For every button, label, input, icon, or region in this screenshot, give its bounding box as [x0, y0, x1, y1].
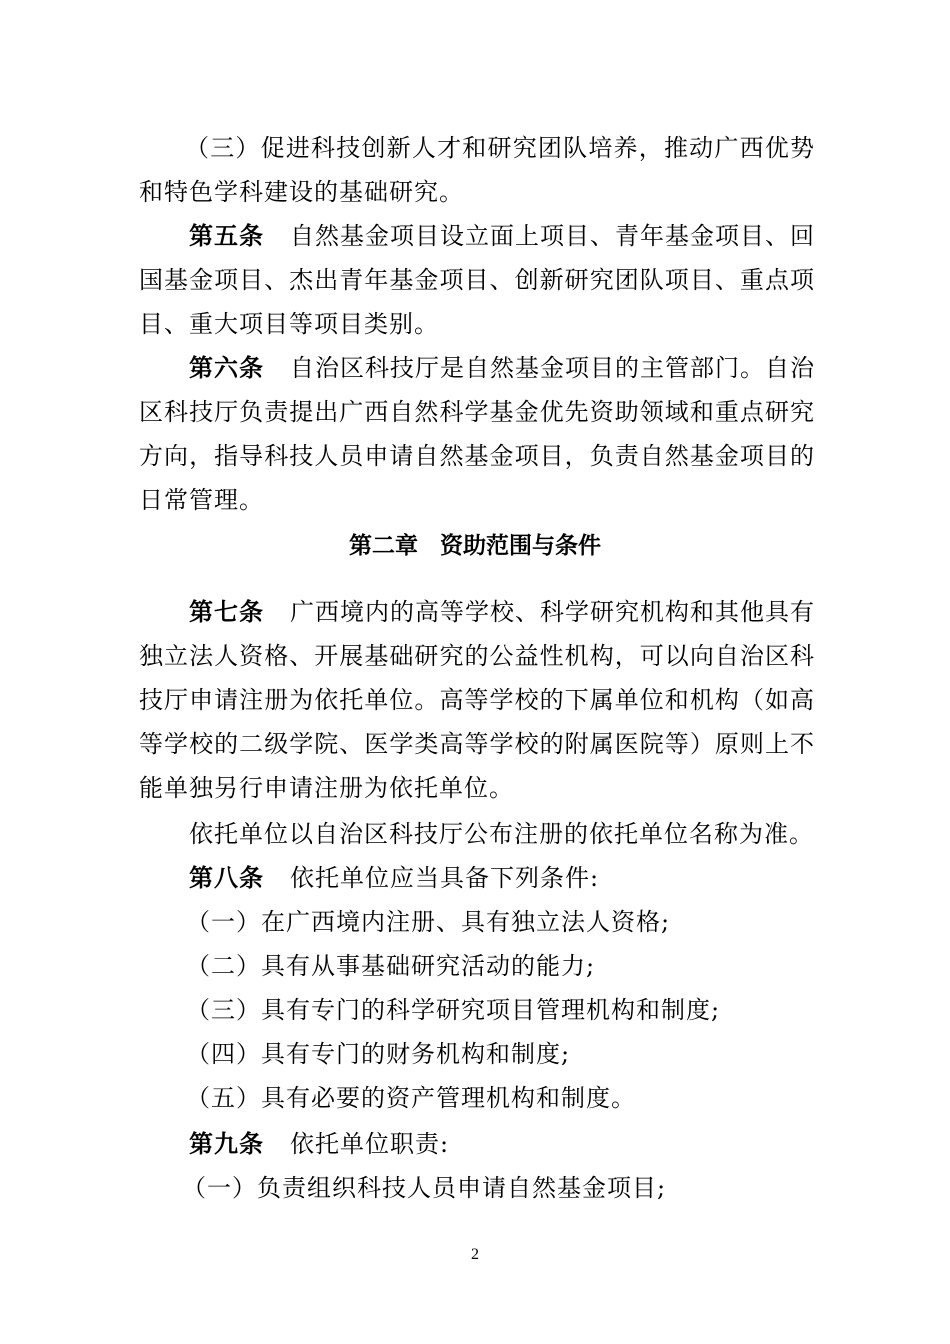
article-text: 广西境内的高等学校、科学研究机构和其他具有独立法人资格、开展基础研究的公益性机构，可以向自治区科技厅申请注册为依托单位。高等学校的下属单位和机构（如高等学校的二级学院、医学类高等学校的附属医院等）原则上不能单独另行申请注册为依托单位。	[139, 598, 815, 802]
chapter-heading	[0, 526, 950, 566]
article-text: 依托单位职责:	[290, 1130, 450, 1158]
list-item-text: （三）具有专门的科学研究项目管理机构和制度;	[186, 996, 721, 1024]
article-text: 自治区科技厅是自然基金项目的主管部门。自治区科技厅负责提出广西自然科学基金优先资助领域和重点研究方向，指导科技人员申请自然基金项目，负责自然基金项目的日常管理。	[139, 354, 815, 514]
article-6	[139, 346, 815, 522]
article-text: 依托单位应当具备下列条件:	[290, 864, 600, 892]
article-9	[139, 1122, 815, 1166]
list-item	[186, 944, 862, 988]
list-item	[186, 1032, 862, 1076]
article-title: 第八条	[189, 863, 264, 892]
article-title: 第九条	[189, 1129, 264, 1158]
list-item	[182, 1166, 858, 1210]
chapter-number: 第二章	[349, 533, 418, 559]
list-item-text: （五）具有必要的资产管理机构和制度。	[186, 1084, 636, 1112]
paragraph-text: （三）促进科技创新人才和研究团队培养，推动广西优势和特色学科建设的基础研究。	[139, 134, 815, 206]
paragraph-item-3	[139, 126, 815, 214]
article-title: 第六条	[189, 353, 264, 382]
article-7	[139, 590, 815, 810]
list-item-text: （一）在广西境内注册、具有独立法人资格;	[186, 908, 671, 936]
page-number: 2	[471, 1246, 479, 1263]
list-item	[186, 1076, 862, 1120]
article-title: 第五条	[189, 221, 264, 250]
article-8	[139, 856, 815, 900]
registration-note	[139, 812, 815, 856]
list-item-text: （四）具有专门的财务机构和制度;	[186, 1040, 571, 1068]
article-5	[139, 214, 815, 346]
article-title: 第七条	[189, 597, 264, 626]
list-item-text: （一）负责组织科技人员申请自然基金项目;	[182, 1174, 667, 1202]
article-text: 自然基金项目设立面上项目、青年基金项目、回国基金项目、杰出青年基金项目、创新研究团队项目、重点项目、重大项目等项目类别。	[139, 222, 815, 338]
list-item	[186, 900, 862, 944]
chapter-title: 资助范围与条件	[440, 533, 601, 559]
list-item-text: （二）具有从事基础研究活动的能力;	[186, 952, 596, 980]
paragraph-text: 依托单位以自治区科技厅公布注册的依托单位名称为准。	[189, 820, 814, 848]
list-item	[186, 988, 862, 1032]
